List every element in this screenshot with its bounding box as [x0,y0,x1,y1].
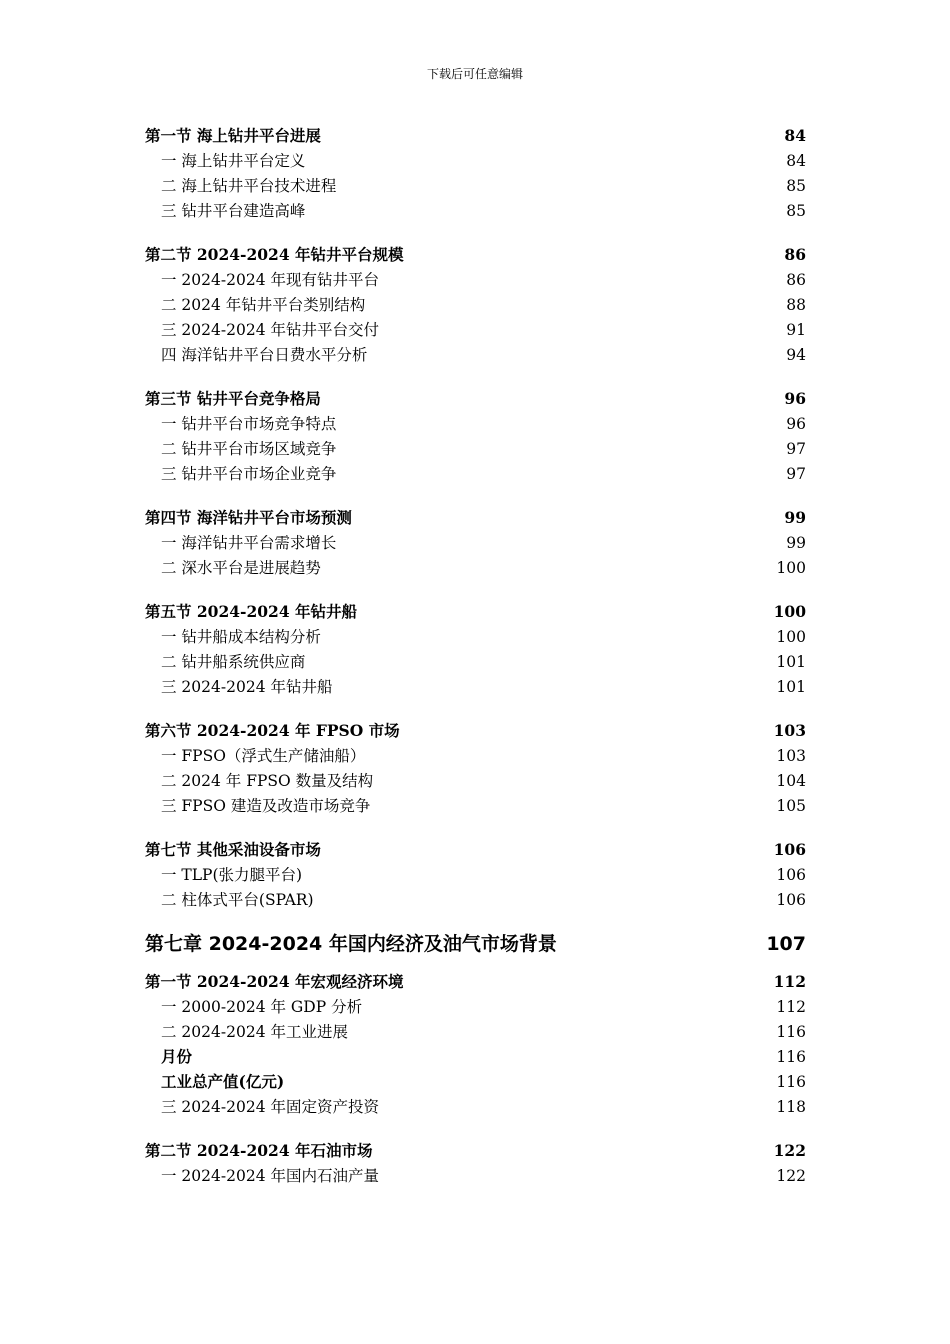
toc-chapter-page-number: 107 [766,933,806,956]
toc-subsection-row[interactable] [145,1070,806,1095]
toc-subsection-page-number: 101 [776,653,806,672]
toc-spacer [145,1119,806,1139]
toc-section-row[interactable] [145,1139,806,1164]
toc-subsection-row[interactable] [145,437,806,462]
toc-subsection-page-number: 84 [786,151,806,170]
toc-subsection-title: 二 2024-2024 年工业进展 [161,1022,348,1041]
toc-section-row[interactable] [145,506,806,531]
toc-subsection-title: 三 FPSO 建造及改造市场竞争 [161,796,371,815]
toc-subsection-title: 三 2024-2024 年钻井船 [161,677,333,696]
page-header: 下载后可任意编辑 [426,67,523,81]
toc-subsection-row[interactable] [145,343,806,368]
toc-subsection-title: 二 2024 年 FPSO 数量及结构 [161,772,374,791]
toc-subsection-page-number: 106 [776,891,806,910]
toc-spacer [145,959,806,970]
toc-spacer [145,224,806,244]
toc-subsection-page-number: 104 [776,772,806,791]
toc-subsection-title: 一 FPSO（浮式生产储油船） [161,747,366,766]
toc-subsection-title: 三 2024-2024 年钻井平台交付 [161,320,379,339]
toc-subsection-title: 二 2024 年钻井平台类别结构 [161,295,366,314]
toc-subsection-row[interactable] [145,1020,806,1045]
toc-subsection-row[interactable] [145,995,806,1020]
toc-subsection-page-number: 97 [786,439,806,458]
toc-section-row[interactable] [145,970,806,995]
toc-subsection-page-number: 116 [776,1022,806,1041]
toc-spacer [145,913,806,929]
toc-subsection-row[interactable] [145,462,806,487]
toc-section-page-number: 112 [773,972,806,992]
toc-spacer [145,581,806,601]
toc-subsection-row[interactable] [145,650,806,675]
toc-chapter-title: 第七章 2024-2024 年国内经济及油气市场背景 [145,933,557,956]
toc-subsection-row[interactable] [145,318,806,343]
toc-subsection-page-number: 85 [786,201,806,220]
toc-subsection-row[interactable] [145,531,806,556]
toc-subsection-page-number: 100 [776,628,806,647]
toc-subsection-row[interactable] [145,174,806,199]
toc-section-title: 第一节 海上钻井平台进展 [145,126,321,145]
toc-subsection-page-number: 88 [786,295,806,314]
toc-subsection-title: 三 2024-2024 年固定资产投资 [161,1097,379,1116]
toc-section-row[interactable] [145,719,806,744]
toc-subsection-row[interactable] [145,1045,806,1070]
toc-subsection-title: 一 2024-2024 年现有钻井平台 [161,270,379,289]
toc-section-page-number: 99 [784,508,806,528]
toc-section-title: 第二节 2024-2024 年石油市场 [145,1140,373,1160]
toc-subsection-row[interactable] [145,863,806,888]
toc-section-title: 第二节 2024-2024 年钻井平台规模 [145,245,404,265]
toc-section-title: 第三节 钻井平台竞争格局 [145,389,321,409]
toc-subsection-row[interactable] [145,675,806,700]
toc-subsection-title: 一 海洋钻井平台需求增长 [161,533,337,552]
toc-section-page-number: 122 [773,1140,806,1160]
toc-subsection-row[interactable] [145,412,806,437]
toc-section-row[interactable] [145,600,806,625]
toc-subsection-row[interactable] [145,888,806,913]
toc-subsection-title: 工业总产值(亿元) [161,1071,285,1091]
toc-subsection-title: 二 柱体式平台(SPAR) [161,891,314,910]
toc-subsection-row[interactable] [145,293,806,318]
toc-subsection-title: 一 2000-2024 年 GDP 分析 [161,997,363,1016]
toc-subsection-title: 一 海上钻井平台定义 [161,151,306,170]
toc-subsection-page-number: 106 [776,866,806,885]
toc-subsection-page-number: 101 [776,677,806,696]
toc-subsection-page-number: 100 [776,558,806,577]
toc-subsection-row[interactable] [145,794,806,819]
toc-spacer [145,819,806,839]
toc-section-title: 第四节 海洋钻井平台市场预测 [145,508,352,528]
toc-subsection-title: 四 海洋钻井平台日费水平分析 [161,345,368,364]
toc-subsection-title: 二 深水平台是进展趋势 [161,558,321,577]
toc-spacer [145,487,806,507]
toc-subsection-page-number: 116 [776,1047,806,1066]
toc-section-title: 第七节 其他采油设备市场 [145,840,321,860]
toc-subsection-page-number: 105 [776,796,806,815]
toc-subsection-page-number: 96 [786,414,806,433]
toc-subsection-title: 一 钻井船成本结构分析 [161,628,321,647]
toc-subsection-title: 月份 [161,1046,193,1066]
toc-subsection-page-number: 94 [786,345,806,364]
toc-section-page-number: 100 [773,602,806,622]
toc-subsection-page-number: 86 [786,270,806,289]
toc-section-row[interactable] [145,124,806,149]
toc-subsection-page-number: 112 [776,997,806,1016]
toc-section-page-number: 84 [784,126,806,145]
toc-subsection-page-number: 85 [786,176,806,195]
toc-subsection-page-number: 97 [786,464,806,483]
toc-subsection-title: 二 钻井船系统供应商 [161,653,306,672]
toc-section-page-number: 103 [773,721,806,741]
toc-section-row[interactable] [145,243,806,268]
toc-subsection-title: 一 TLP(张力腿平台) [161,866,303,885]
toc-section-title: 第一节 2024-2024 年宏观经济环境 [145,972,404,992]
toc-subsection-row[interactable] [145,1095,806,1120]
toc-section-title: 第六节 2024-2024 年 FPSO 市场 [145,721,400,741]
toc-subsection-page-number: 118 [776,1097,806,1116]
toc-section-row[interactable] [145,838,806,863]
table-of-contents [145,124,806,1189]
toc-subsection-page-number: 116 [776,1072,806,1091]
toc-subsection-title: 二 钻井平台市场区域竞争 [161,439,337,458]
toc-spacer [145,368,806,388]
toc-subsection-title: 一 2024-2024 年国内石油产量 [161,1166,379,1185]
toc-subsection-row[interactable] [145,268,806,293]
toc-subsection-row[interactable] [145,556,806,581]
toc-subsection-row[interactable] [145,769,806,794]
toc-subsection-row[interactable] [145,744,806,769]
toc-subsection-row[interactable] [145,199,806,224]
toc-spacer [145,700,806,720]
toc-subsection-page-number: 122 [776,1166,806,1185]
toc-section-row[interactable] [145,387,806,412]
toc-section-page-number: 86 [784,245,806,265]
toc-subsection-page-number: 103 [776,747,806,766]
toc-subsection-title: 二 海上钻井平台技术进程 [161,176,337,195]
toc-section-page-number: 106 [773,840,806,860]
toc-section-page-number: 96 [784,389,806,409]
toc-subsection-page-number: 91 [786,320,806,339]
toc-subsection-title: 三 钻井平台市场企业竞争 [161,464,337,483]
toc-chapter-row[interactable] [145,929,806,959]
toc-subsection-title: 三 钻井平台建造高峰 [161,201,306,220]
toc-subsection-row[interactable] [145,149,806,174]
toc-subsection-title: 一 钻井平台市场竞争特点 [161,414,337,433]
toc-subsection-page-number: 99 [786,533,806,552]
toc-subsection-row[interactable] [145,1164,806,1189]
toc-section-title: 第五节 2024-2024 年钻井船 [145,602,358,622]
toc-subsection-row[interactable] [145,625,806,650]
